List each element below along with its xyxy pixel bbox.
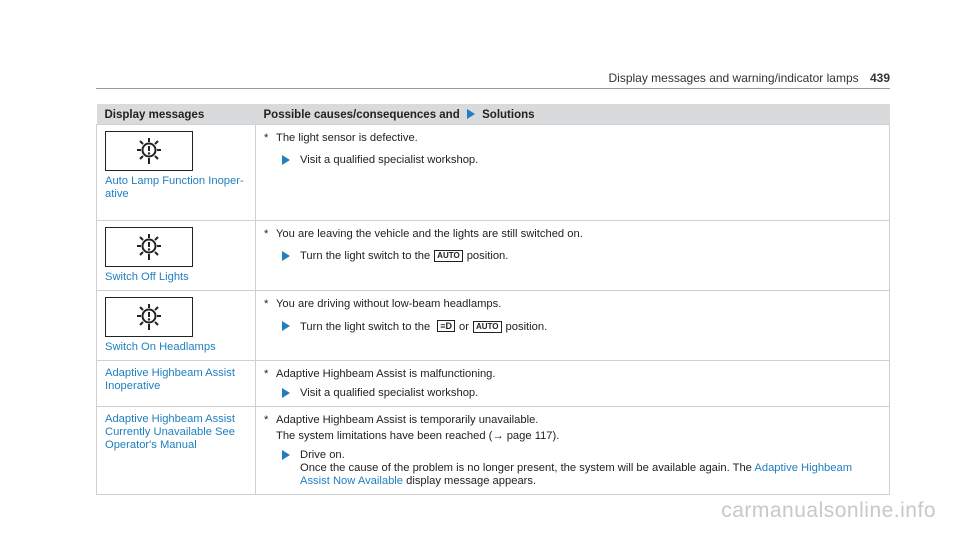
light-sensor-warning-icon bbox=[105, 297, 193, 337]
cause-text: You are leaving the vehicle and the lights are still switched on. bbox=[276, 228, 583, 240]
watermark: carmanualsonline.info bbox=[721, 499, 936, 522]
light-sensor-warning-icon bbox=[105, 227, 193, 267]
running-head bbox=[609, 71, 891, 85]
display-message: Adaptive Highbeam Assist Inoperative bbox=[105, 367, 235, 392]
arrow-icon bbox=[282, 251, 290, 261]
message-cell bbox=[97, 361, 256, 407]
display-message: Adaptive Highbeam Assist Currently Unavailable See Operator's Manual bbox=[105, 413, 235, 451]
solution-text: Visit a qualified specialist workshop. bbox=[300, 387, 479, 399]
cause-text: Adaptive Highbeam Assist is malfunctioning. bbox=[276, 368, 496, 380]
solution-text: Visit a qualified specialist workshop. bbox=[300, 154, 479, 166]
cause-text: Adaptive Highbeam Assist is temporarily unavailable. bbox=[276, 414, 539, 426]
display-message: Switch On Headlamps bbox=[105, 341, 216, 353]
col-header-causes-label: Possible causes/consequences and bbox=[263, 108, 460, 121]
table-row bbox=[97, 407, 890, 495]
solution-text-3: display message appears. bbox=[406, 475, 537, 487]
col-header-messages: Display messages bbox=[97, 104, 256, 125]
table-row bbox=[97, 291, 890, 361]
solution-text-end: position. bbox=[466, 250, 509, 262]
solution-text: Drive on. bbox=[300, 449, 345, 461]
display-message-ref: Adaptive Highbeam Assist Now Available bbox=[300, 462, 853, 487]
arrow-icon bbox=[467, 109, 475, 119]
note-text: The system limitations have been reached (→ page 117). bbox=[276, 430, 560, 442]
display-messages-table bbox=[96, 104, 890, 495]
message-cell bbox=[97, 221, 256, 291]
solution-cell: * You are driving without low-beam headlamps. Turn the light switch to the ≡D or AUTO position. bbox=[256, 291, 890, 361]
col-header-solutions bbox=[256, 104, 890, 125]
solution-text: Turn the light switch to the bbox=[300, 250, 431, 262]
display-message: Auto Lamp Function Inoper-ative bbox=[105, 175, 244, 200]
message-cell bbox=[97, 407, 256, 495]
solution-text-end: position. bbox=[505, 321, 548, 333]
solution-cell: * The light sensor is defective. Visit a qualified specialist workshop. bbox=[256, 125, 890, 221]
table-row bbox=[97, 361, 890, 407]
auto-switch-icon: AUTO bbox=[434, 250, 463, 262]
message-cell bbox=[97, 125, 256, 221]
table-row bbox=[97, 125, 890, 221]
table-header-row bbox=[97, 104, 890, 125]
arrow-icon bbox=[282, 388, 290, 398]
arrow-icon bbox=[282, 321, 290, 331]
display-message: Switch Off Lights bbox=[105, 271, 189, 283]
page-number: 439 bbox=[869, 71, 890, 85]
running-head-title: Display messages and warning/indicator lamps bbox=[608, 71, 859, 85]
arrow-icon bbox=[282, 450, 290, 460]
solution-cell: * Adaptive Highbeam Assist is temporarily unavailable. The system limitations have been reached (→ page 117). Drive on. Once the cause of the problem is no longer present, the system will be available again. The Adaptive Highbeam Assist Now Available display message appears. bbox=[256, 407, 890, 495]
auto-switch-icon: AUTO bbox=[473, 321, 502, 333]
cause-text: You are driving without low-beam headlamps. bbox=[276, 298, 502, 310]
low-beam-icon: ≡D bbox=[437, 320, 455, 332]
solution-text: Turn the light switch to the bbox=[300, 321, 431, 333]
or-text: or bbox=[459, 321, 469, 333]
solution-text-2: Once the cause of the problem is no longer present, the system will be available again. The bbox=[300, 462, 752, 474]
col-header-solutions-label: Solutions bbox=[482, 108, 535, 121]
solution-cell: * You are leaving the vehicle and the lights are still switched on. Turn the light switch to the AUTO position. bbox=[256, 221, 890, 291]
solution-cell: * Adaptive Highbeam Assist is malfunctioning. Visit a qualified specialist workshop. bbox=[256, 361, 890, 407]
table-row bbox=[97, 221, 890, 291]
header-rule bbox=[96, 88, 890, 89]
arrow-icon bbox=[282, 155, 290, 165]
cause-text: The light sensor is defective. bbox=[276, 132, 418, 144]
message-cell bbox=[97, 291, 256, 361]
light-sensor-warning-icon bbox=[105, 131, 193, 171]
